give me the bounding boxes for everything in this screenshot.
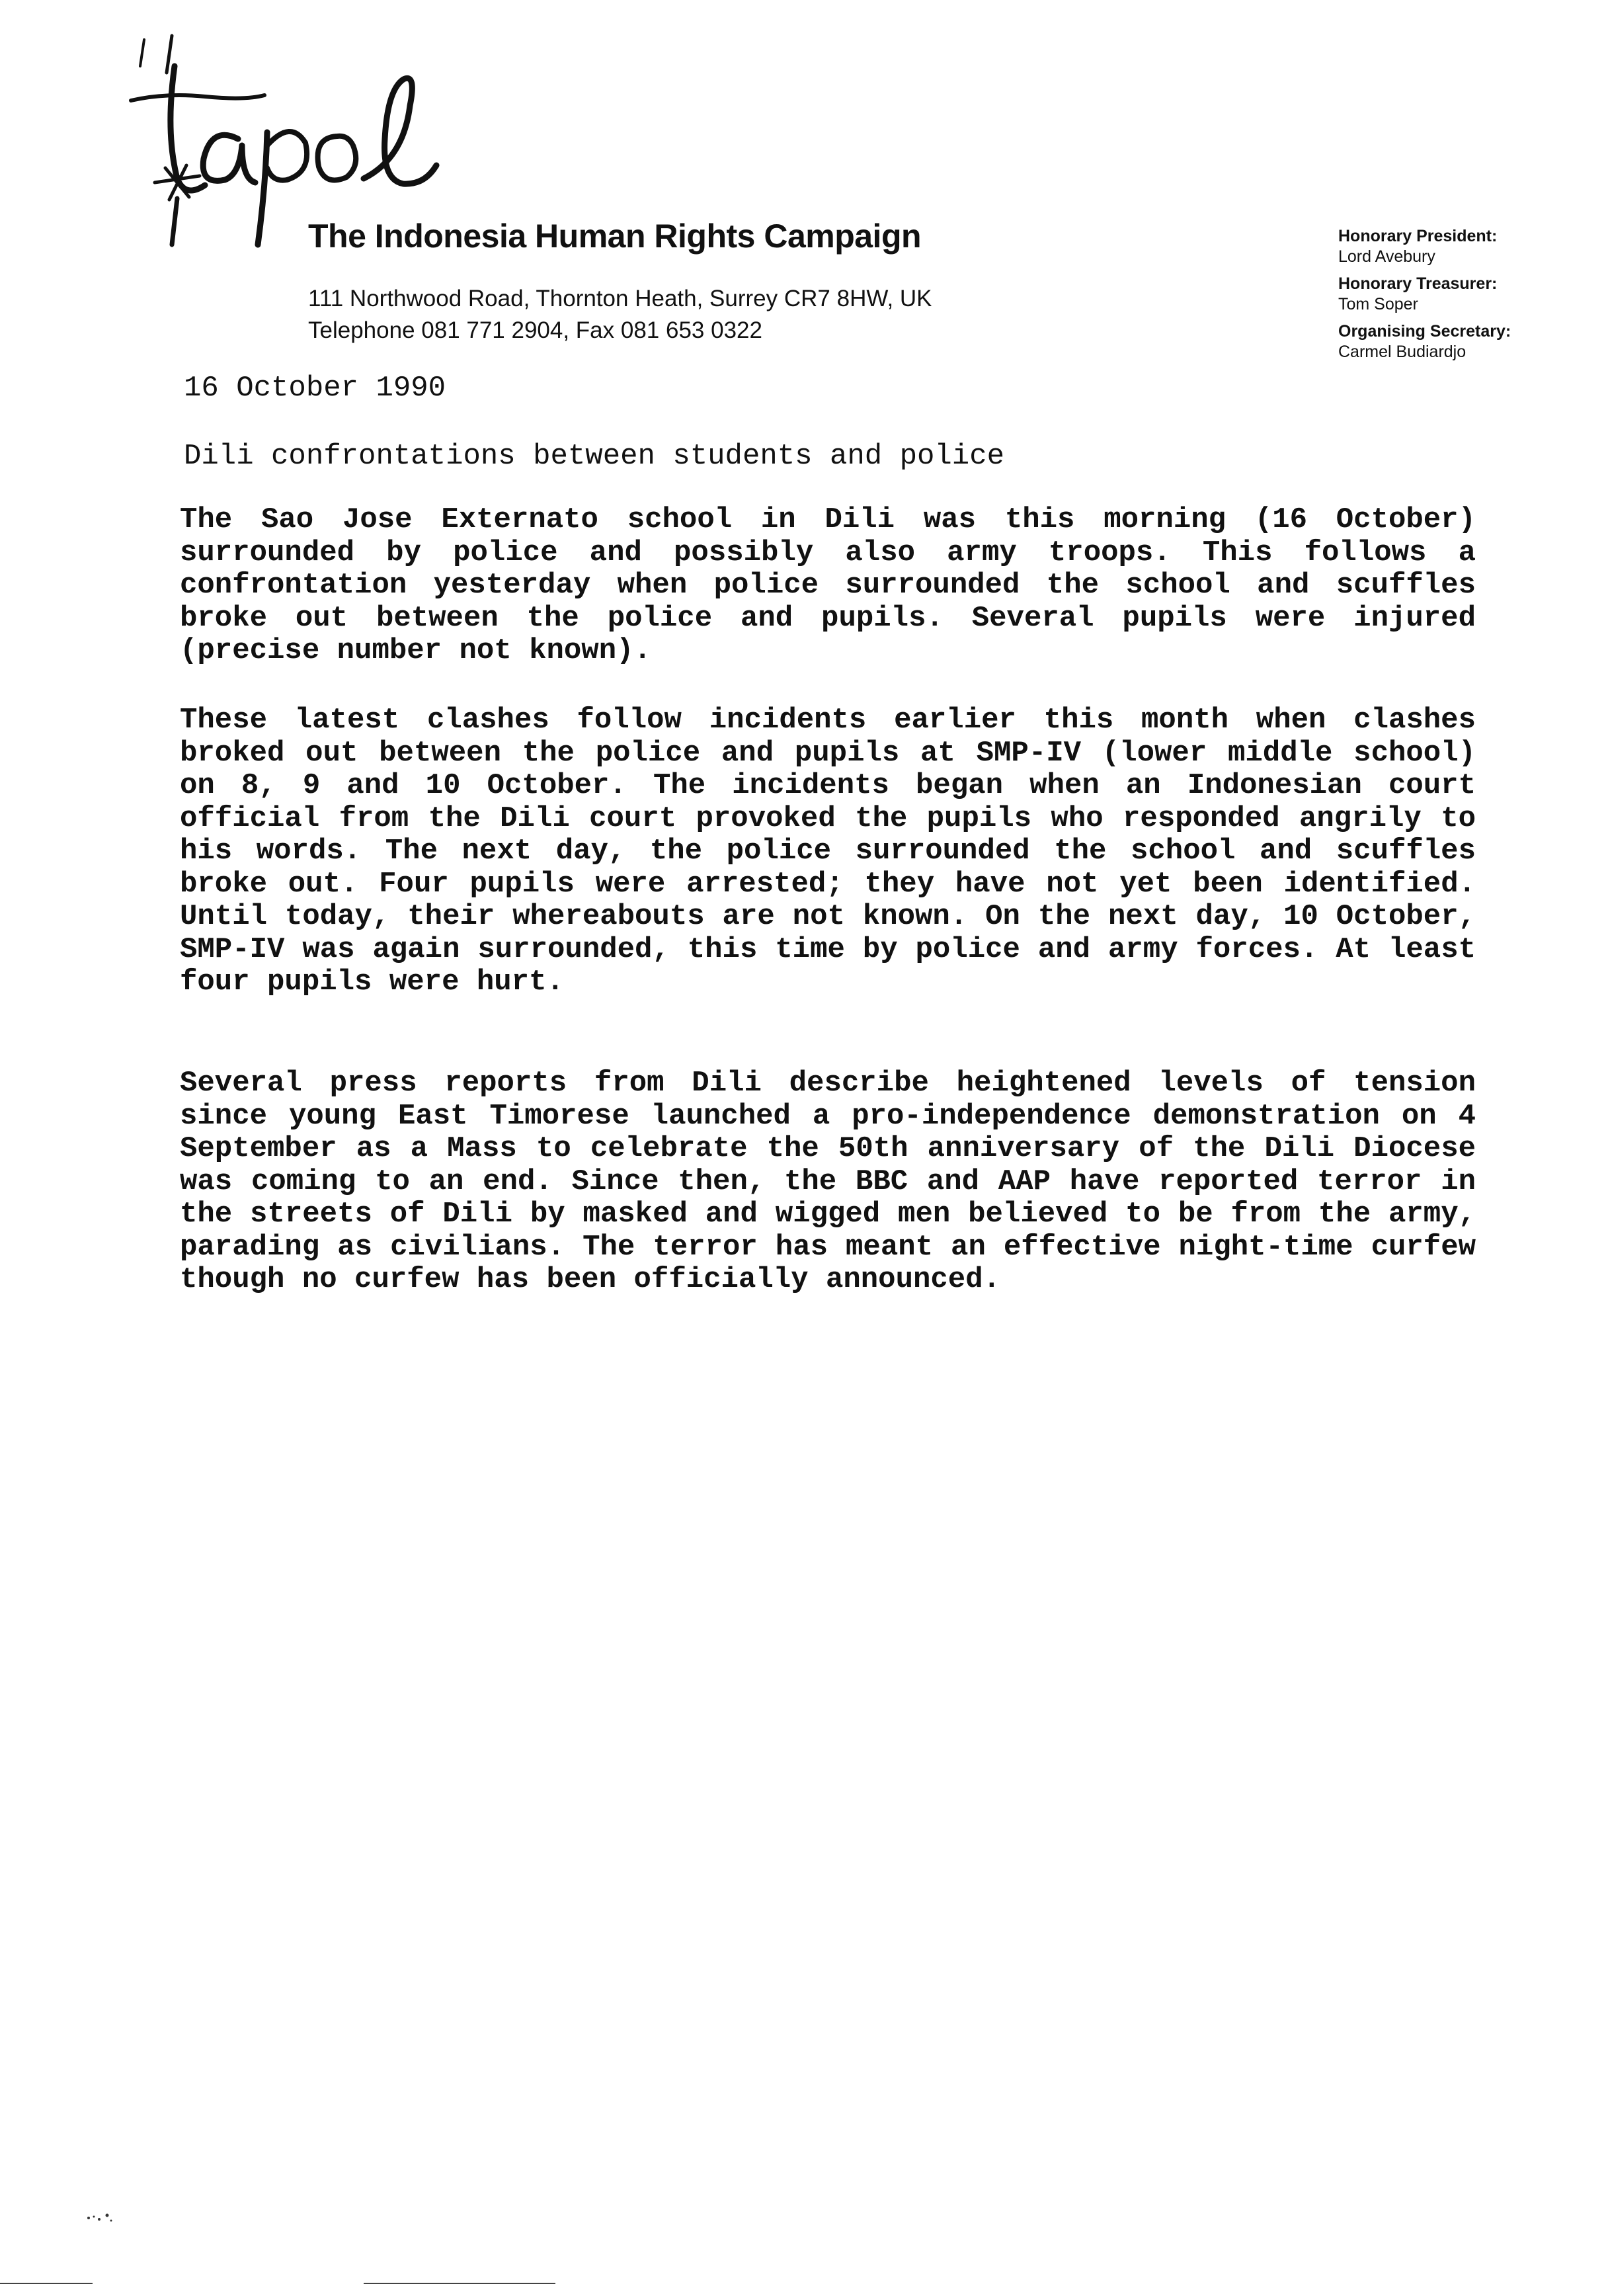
bottom-rule [0,2283,93,2284]
scan-smudge [85,2209,116,2225]
body-paragraph: Several press reports from Dili describe heightened levels of tension since young East Timorese launched a pro-independence demonstration on 4 September as a Mass to celebrate the 50th anniversary of the Dili Diocese was coming to an end. Since then, the BBC and AAP have reported terror in the streets of Dili by masked and wigged men believed to be from the army, parading as civilians. The terror has meant an effective night-time curfew though no curfew has been officially announced. [180,1067,1476,1296]
officer-role: Honorary President: [1338,227,1498,245]
body-paragraph: These latest clashes follow incidents earlier this month when clashes broked out between the police and pupils at SMP-IV (lower middle school) on 8, 9 and 10 October. The incidents began when an Indonesian court official from the Dili court provoked the pupils who responded angrily to his words. The next day, the police surrounded the school and scuffles broke out. Four pupils were arrested; they have not yet been identified. Until today, their whereabouts are not known. On the next day, 10 October, SMP-IV was again surrounded, this time by police and army forces. At least four pupils were hurt. [180,704,1476,999]
officer-name: Lord Avebury [1338,247,1435,266]
address-line: 111 Northwood Road, Thornton Heath, Surrey CR7 8HW, UK [308,286,932,311]
telephone-fax-line: Telephone 081 771 2904, Fax 081 653 0322 [308,317,762,343]
letterhead-address [308,283,932,347]
officer-role: Honorary Treasurer: [1338,274,1498,293]
officers-list [1338,226,1511,369]
body-paragraph: The Sao Jose Externato school in Dili was this morning (16 October) surrounded by police and possibly also army troops. This follows a confrontation yesterday when police surrounded the school and scuffles broke out between the police and pupils. Several pupils were injured (precise number not known). [180,503,1476,667]
letter-date: 16 October 1990 [184,372,446,405]
officer-name: Carmel Budiardjo [1338,343,1467,361]
letter-subject: Dili confrontations between students and police [184,440,1005,473]
organization-name: The Indonesia Human Rights Campaign [308,218,922,255]
officer-name: Tom Soper [1338,295,1418,313]
bottom-rule [364,2283,555,2284]
officer-role: Organising Secretary: [1338,322,1511,341]
